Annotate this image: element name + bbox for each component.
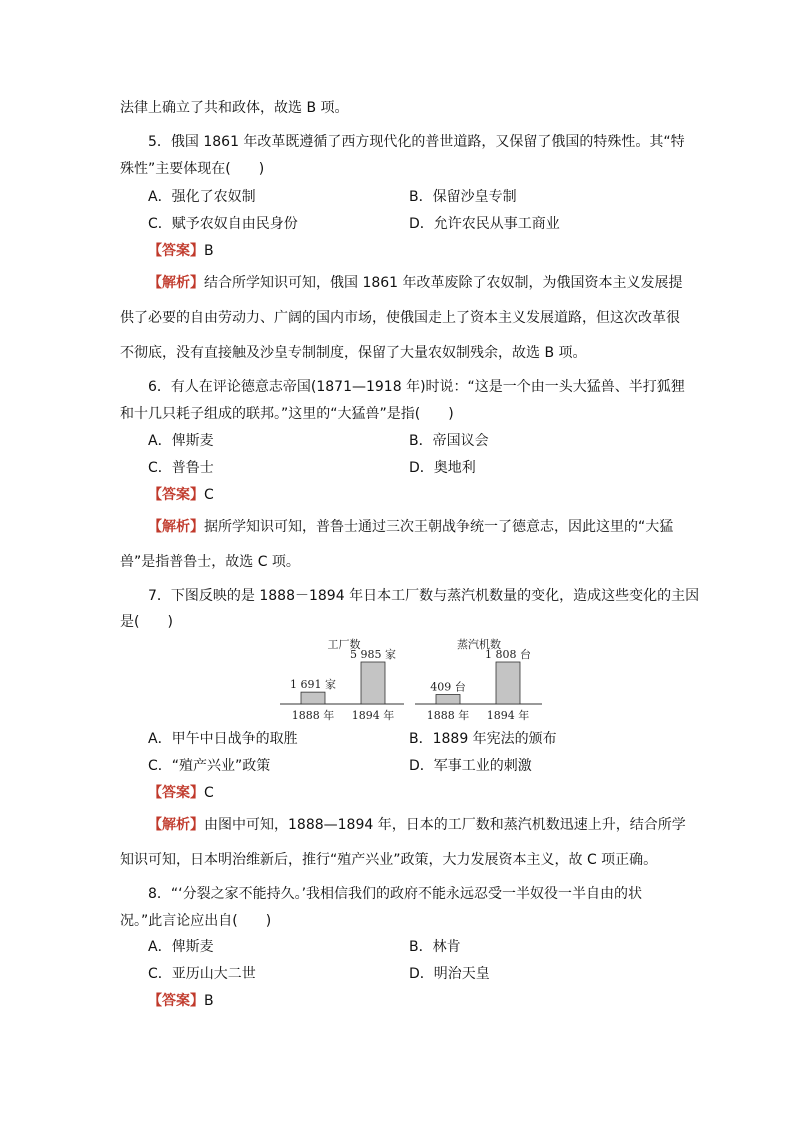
tick-label-factories-1: 1894 年 — [351, 709, 395, 722]
tick-label-factories-0: 1888 年 — [291, 709, 335, 722]
q7-option-a: A．甲午中日战争的取胜 — [148, 731, 298, 747]
q5-option-c: C．赋予农奴自由民身份 — [148, 216, 298, 232]
bar-factories-0 — [301, 692, 325, 704]
q6-option-c: C．普鲁士 — [148, 460, 214, 476]
answer-label: 【答案】 — [148, 487, 204, 503]
tick-label-steam-engines-1: 1894 年 — [486, 709, 530, 722]
answer-value: C — [204, 487, 214, 503]
q5-option-a: A．强化了农奴制 — [148, 189, 256, 205]
q6-stem-line1: 6．有人在评论德意志帝国(1871—1918 年)时说：“这是一个由一头大猛兽、半打狐狸 — [148, 379, 685, 395]
chart-steam-engines-title: 蒸汽机数 — [457, 638, 501, 651]
analysis-text: 据所学知识可知，普鲁士通过三次王朝战争统一了德意志，因此这里的“大猛 — [204, 519, 674, 535]
q6-option-a: A．俾斯麦 — [148, 433, 214, 449]
q6-option-b: B．帝国议会 — [409, 433, 489, 449]
q5-option-d: D．允许农民从事工商业 — [409, 216, 560, 232]
answer-label: 【答案】 — [148, 785, 204, 801]
q6-stem-line2: 和十几只耗子组成的联邦。”这里的“大猛兽”是指( ) — [120, 406, 454, 422]
q5-analysis-line3: 不彻底，没有直接触及沙皇专制制度，保留了大量农奴制残余，故选 B 项。 — [120, 345, 587, 361]
analysis-text: 由图中可知，1888—1894 年，日本的工厂数和蒸汽机数迅速上升，结合所学 — [204, 817, 686, 833]
analysis-label: 【解析】 — [148, 519, 204, 535]
q6-analysis-line1 — [148, 517, 673, 537]
q7-stem-line2: 是( ) — [120, 614, 173, 630]
q6-answer — [148, 485, 214, 505]
q7-analysis-line1 — [148, 815, 686, 835]
chart-factories-title: 工厂数 — [327, 638, 361, 651]
q7-option-b: B．1889 年宪法的颁布 — [409, 731, 557, 747]
data-label-steam-engines-1: 1 808 台 — [485, 648, 531, 661]
q7-stem-line1: 7．下图反映的是 1888－1894 年日本工厂数与蒸汽机数量的变化，造成这些变化的主因 — [148, 588, 700, 604]
q5-stem-line2: 殊性”主要体现在( ) — [120, 161, 265, 177]
tick-label-steam-engines-0: 1888 年 — [426, 709, 470, 722]
q7-option-c: C．“殖产兴业”政策 — [148, 758, 271, 774]
q6-option-d: D．奥地利 — [409, 460, 476, 476]
q5-stem-line1: 5．俄国 1861 年改革既遵循了西方现代化的普世道路，又保留了俄国的特殊性。其“特 — [148, 134, 685, 150]
analysis-label: 【解析】 — [148, 275, 204, 291]
intro-line: 法律上确立了共和政体，故选 B 项。 — [120, 100, 349, 116]
q8-answer — [148, 991, 214, 1011]
answer-value: C — [204, 785, 214, 801]
q5-analysis-line1 — [148, 273, 683, 293]
q8-option-c: C．亚历山大二世 — [148, 966, 256, 982]
answer-value: B — [204, 243, 214, 259]
answer-value: B — [204, 993, 214, 1009]
q8-option-d: D．明治天皇 — [409, 966, 490, 982]
bar-factories-1 — [361, 662, 385, 704]
data-label-factories-0: 1 691 家 — [290, 678, 336, 692]
answer-label: 【答案】 — [148, 243, 204, 259]
data-label-factories-1: 5 985 家 — [350, 648, 396, 661]
q8-stem-line1: 8．“‘分裂之家不能持久。’我相信我们的政府不能永远忍受一半奴役一半自由的状 — [148, 886, 643, 902]
q5-option-b: B．保留沙皇专制 — [409, 189, 517, 205]
q7-answer — [148, 783, 214, 803]
q6-analysis-line2: 兽”是指普鲁士，故选 C 项。 — [120, 554, 300, 570]
analysis-label: 【解析】 — [148, 817, 204, 833]
q5-analysis-line2: 供了必要的自由劳动力、广阔的国内市场，使俄国走上了资本主义发展道路，但这次改革很 — [120, 310, 680, 326]
q7-option-d: D．军事工业的刺激 — [409, 758, 532, 774]
data-label-steam-engines-0: 409 台 — [430, 680, 466, 694]
q8-option-b: B．林肯 — [409, 939, 461, 955]
bar-steam-engines-1 — [496, 662, 520, 704]
q7-charts — [280, 634, 550, 730]
q8-option-a: A．俾斯麦 — [148, 939, 214, 955]
q8-stem-line2: 况。”此言论应出自( ) — [120, 913, 272, 929]
bar-steam-engines-0 — [436, 694, 460, 704]
analysis-text: 结合所学知识可知，俄国 1861 年改革废除了农奴制，为俄国资本主义发展提 — [204, 275, 683, 291]
q5-answer — [148, 241, 214, 261]
q7-analysis-line2: 知识可知，日本明治维新后，推行“殖产兴业”政策，大力发展资本主义，故 C 项正确。 — [120, 852, 658, 868]
answer-label: 【答案】 — [148, 993, 204, 1009]
